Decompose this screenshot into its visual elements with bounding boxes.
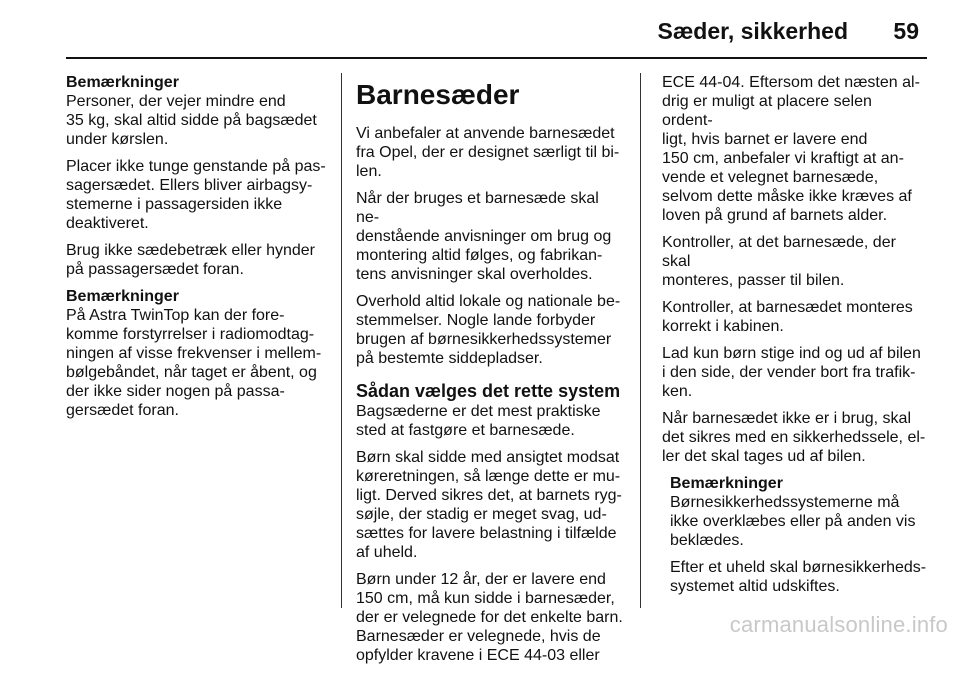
note-paragraph: Børnesikkerhedssystemerne må ikke overklæbes eller på anden vis beklædes. xyxy=(670,494,916,549)
body-paragraph: Børn skal sidde med ansigtet modsat køreretningen, så længe dette er mu- ligt. Derved sikres det, at barnets ryg- søjle, der stadig er meget svag, ud- sættes for lavere belastning i tilfælde af uheld. xyxy=(356,449,622,561)
subsection-heading: Sådan vælges det rette system xyxy=(356,381,621,401)
column-left xyxy=(66,73,328,428)
note-paragraph: På Astra TwinTop kan der fore- komme forstyrrelser i radiomodtag- ningen af visse frekvenser i mellem- bølgebåndet, når taget er åbent, og der ikke sider nogen på passa- gersædet foran. xyxy=(66,307,322,419)
column-right xyxy=(662,73,927,604)
header-divider xyxy=(66,57,927,59)
note-heading: Bemærkninger xyxy=(66,74,179,91)
column-divider xyxy=(341,73,342,608)
note-paragraph: Personer, der vejer mindre end 35 kg, skal altid sidde på bagsædet under kørslen. xyxy=(66,93,317,148)
note-paragraph: Placer ikke tunge genstande på pas- sagersædet. Ellers bliver airbagsy- stemerne i passagersiden ikke deaktiveret. xyxy=(66,158,326,232)
body-paragraph: Børn under 12 år, der er lavere end 150 cm, må kun sidde i barnesæder, der er velegnede for det enkelte barn. Barnesæder er velegnede, hvis de opfylder kravene i ECE 44-03 eller xyxy=(356,571,623,664)
note-block xyxy=(66,73,328,279)
body-paragraph: Kontroller, at det barnesæde, der skal monteres, passer til bilen. xyxy=(662,234,896,289)
note-block xyxy=(662,474,927,596)
column-divider xyxy=(640,73,641,608)
page-number: 59 xyxy=(893,18,919,44)
body-paragraph: Vi anbefaler at anvende barnesædet fra Opel, der er designet særligt til bi- len. xyxy=(356,125,620,180)
body-paragraph: Når der bruges et barnesæde skal ne- denstående anvisninger om brug og montering altid følges, og fabrikan- tens anvisninger skal overholdes. xyxy=(356,190,612,283)
note-heading: Bemærkninger xyxy=(66,288,179,305)
column-middle xyxy=(356,73,626,673)
note-paragraph: Efter et uheld skal børnesikkerheds- systemet altid udskiftes. xyxy=(670,559,927,595)
note-heading: Bemærkninger xyxy=(670,475,783,492)
body-paragraph: Overhold altid lokale og nationale be- stemmelser. Nogle lande forbyder brugen af børnesikkerhedssystemer på bestemte siddepladser. xyxy=(356,293,621,367)
note-block xyxy=(66,287,328,420)
section-heading: Barnesæder xyxy=(356,79,520,110)
body-paragraph: Når barnesædet ikke er i brug, skal det sikres med en sikkerhedssele, el- ler det skal tages ud af bilen. xyxy=(662,410,926,465)
body-paragraph: Lad kun børn stige ind og ud af bilen i den side, der vender bort fra trafik- ken. xyxy=(662,345,921,400)
body-paragraph: Bagsæderne er det mest praktiske sted at fastgøre et barnesæde. xyxy=(356,403,601,439)
body-paragraph: ECE 44-04. Eftersom det næsten al- drig er muligt at placere selen ordent- ligt, hvis barnet er lavere end 150 cm, anbefaler vi kraftigt at an- vende et velegnet barnesæde, selvom dette måske ikke kræves af loven på grund af barnets alder. xyxy=(662,74,920,224)
page-header-title: Sæder, sikkerhed xyxy=(657,18,848,44)
note-paragraph: Brug ikke sædebetræk eller hynder på passagersædet foran. xyxy=(66,242,316,278)
watermark-text: carmanualsonline.info xyxy=(729,612,948,637)
body-paragraph: Kontroller, at barnesædet monteres korrekt i kabinen. xyxy=(662,299,913,335)
